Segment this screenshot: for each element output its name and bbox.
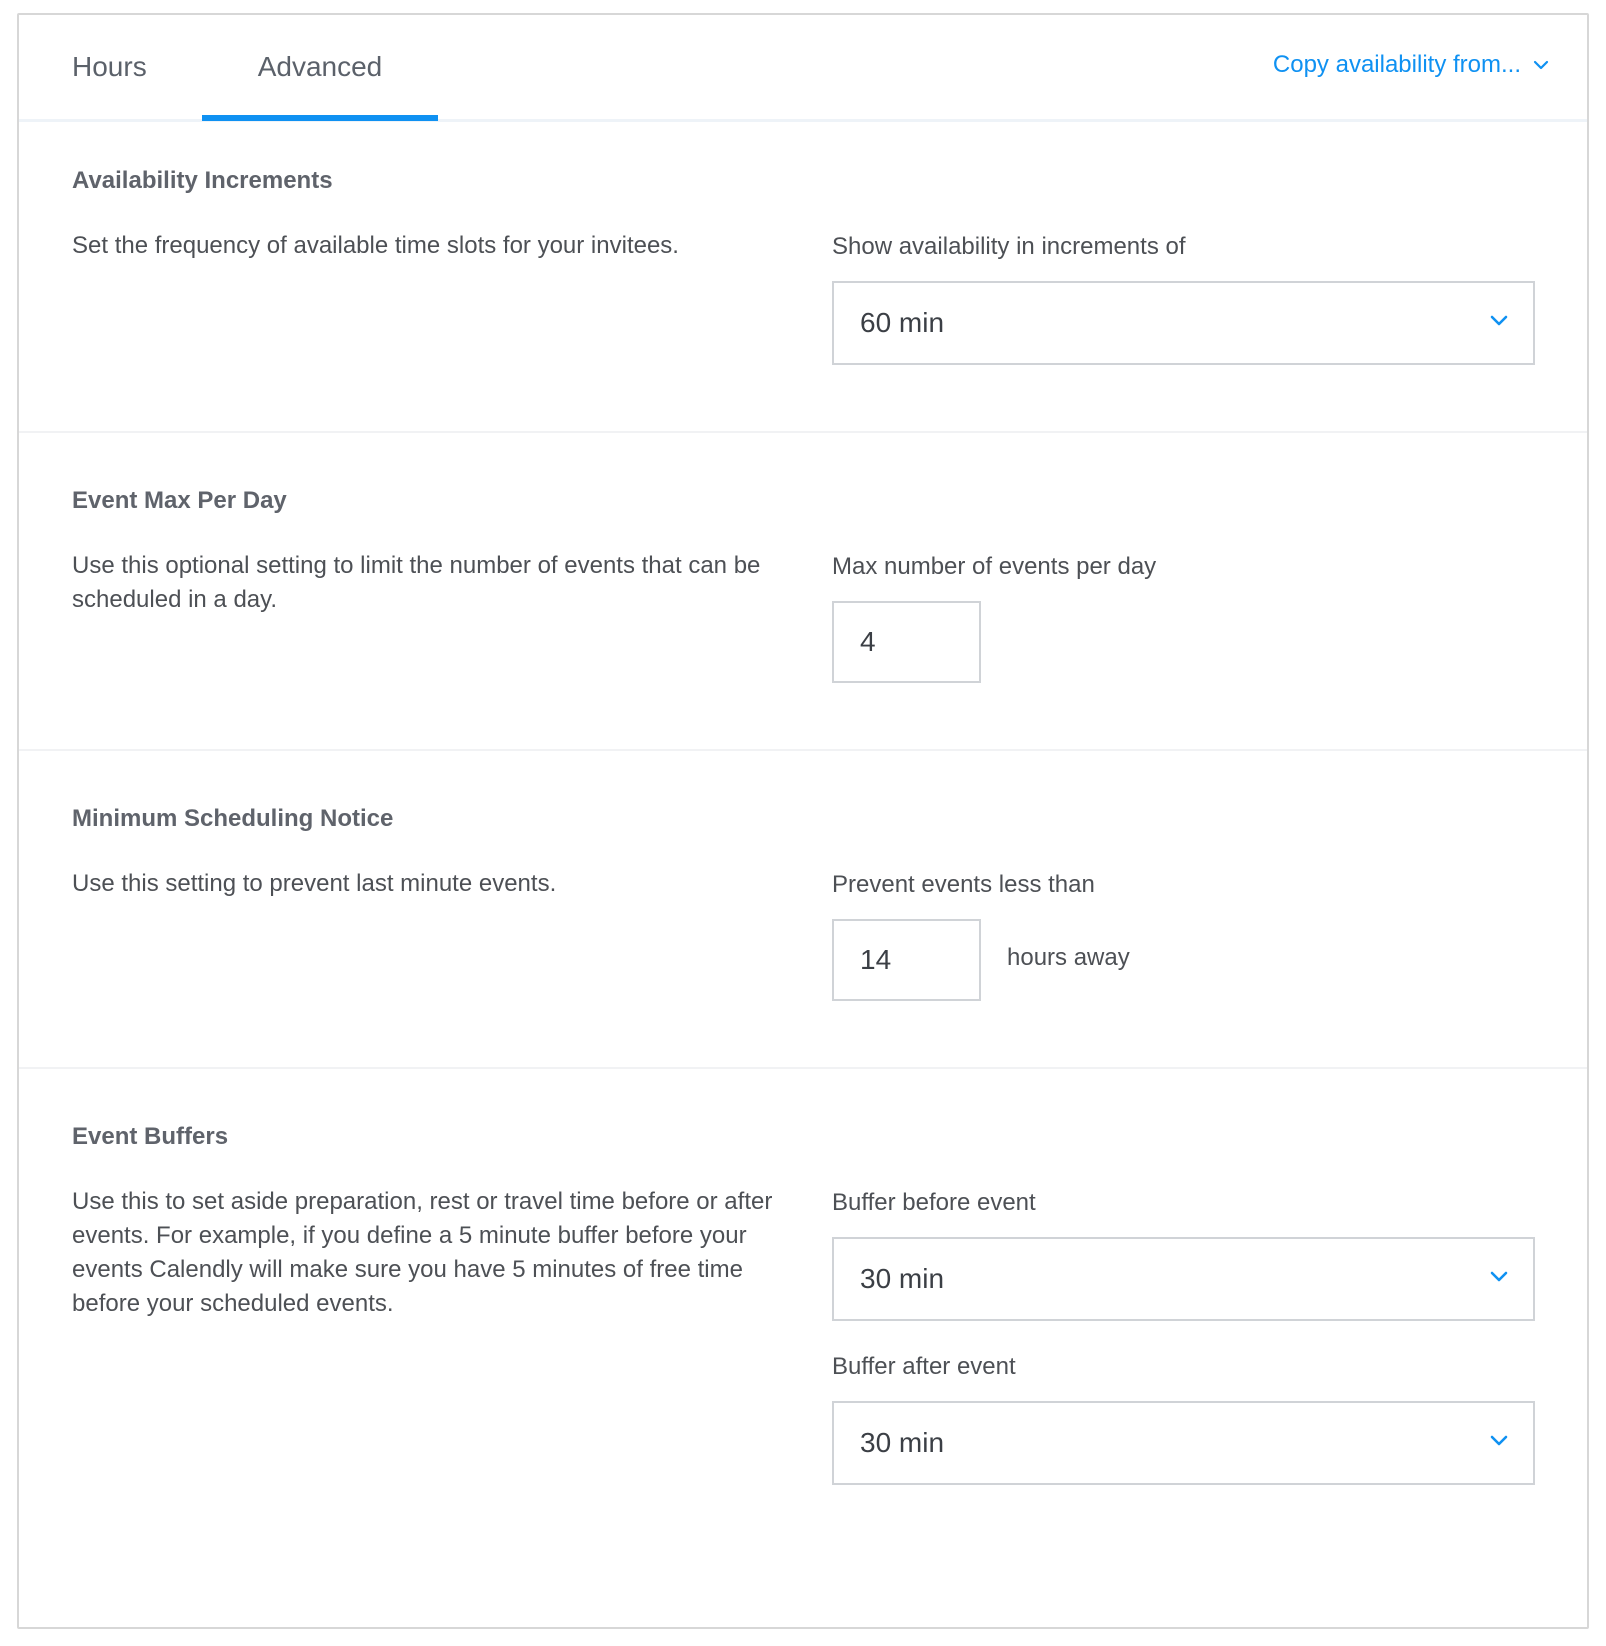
max-per-day-field-label: Max number of events per day xyxy=(832,553,1157,580)
max-per-day-input[interactable] xyxy=(832,601,981,683)
increments-description: Set the frequency of available time slots for your invitees. xyxy=(72,232,679,259)
increments-select[interactable] xyxy=(832,281,1535,365)
tab-hours[interactable]: Hours xyxy=(72,51,147,82)
chevron-down-icon xyxy=(1489,1434,1509,1448)
increments-field-label: Show availability in increments of xyxy=(832,233,1186,260)
min-notice-field-label: Prevent events less than xyxy=(832,871,1095,898)
buffer-after-label: Buffer after event xyxy=(832,1353,1016,1380)
copy-availability-label: Copy availability from... xyxy=(1272,51,1521,78)
chevron-down-icon xyxy=(1533,60,1549,70)
buffer-after-select[interactable] xyxy=(832,1401,1535,1485)
section-divider xyxy=(19,749,1587,751)
min-notice-title: Minimum Scheduling Notice xyxy=(72,805,394,832)
min-notice-input-value: 14 xyxy=(860,944,892,975)
min-notice-description: Use this setting to prevent last minute events. xyxy=(72,870,557,897)
increments-select-value: 60 min xyxy=(860,307,945,338)
tab-bar xyxy=(19,15,1587,122)
buffer-before-label: Buffer before event xyxy=(832,1189,1036,1216)
copy-availability-dropdown[interactable] xyxy=(1273,51,1549,79)
max-per-day-input-value: 4 xyxy=(860,626,876,657)
increments-title: Availability Increments xyxy=(72,167,333,194)
max-per-day-title: Event Max Per Day xyxy=(72,487,287,514)
section-divider xyxy=(19,1067,1587,1069)
active-tab-indicator xyxy=(202,115,438,121)
min-notice-input[interactable] xyxy=(832,919,981,1001)
buffer-before-select[interactable] xyxy=(832,1237,1535,1321)
availability-panel xyxy=(17,13,1589,1629)
buffers-description: Use this to set aside preparation, rest or travel time before or after events. For example, if you define a 5 minute buffer before your events Calendly will make sure you have 5 minutes of free time before your scheduled events. xyxy=(72,1188,773,1317)
buffer-before-select-value: 30 min xyxy=(860,1263,945,1294)
min-notice-suffix: hours away xyxy=(1007,944,1130,971)
section-divider xyxy=(19,431,1587,433)
tab-advanced[interactable]: Advanced xyxy=(257,51,383,82)
buffer-after-select-value: 30 min xyxy=(860,1427,945,1458)
chevron-down-icon xyxy=(1489,1270,1509,1284)
max-per-day-description: Use this optional setting to limit the number of events that can be scheduled in a day. xyxy=(72,552,761,613)
chevron-down-icon xyxy=(1489,314,1509,328)
buffers-title: Event Buffers xyxy=(72,1123,229,1150)
